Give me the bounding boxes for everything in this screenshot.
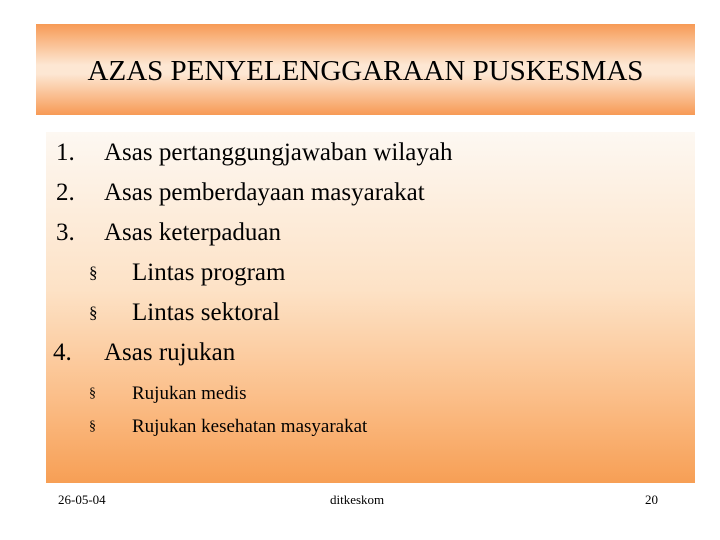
square-bullet-icon: § [89, 419, 96, 434]
footer-date: 26-05-04 [58, 492, 106, 507]
square-bullet-icon: § [89, 303, 98, 322]
footer-center-text: ditkeskom [330, 492, 385, 507]
subitem-label: Lintas sektoral [132, 299, 280, 326]
content-panel [46, 132, 695, 483]
title-banner [36, 24, 695, 115]
item-label: Asas pertanggungjawaban wilayah [104, 139, 453, 166]
page-number: 20 [645, 492, 658, 507]
item-number: 4. [53, 339, 72, 366]
square-bullet-icon: § [89, 263, 98, 282]
subitem-label: Rujukan kesehatan masyarakat [132, 416, 368, 437]
item-label: Asas pemberdayaan masyarakat [104, 179, 425, 206]
item-number: 1. [56, 139, 75, 166]
principles-list [46, 132, 695, 483]
item-label: Asas rujukan [104, 339, 236, 366]
subitem-label: Rujukan medis [132, 383, 247, 404]
slide-title: AZAS PENYELENGGARAAN PUSKESMAS [87, 55, 644, 87]
item-number: 2. [56, 179, 75, 206]
subitem-label: Lintas program [132, 259, 286, 286]
square-bullet-icon: § [89, 386, 96, 401]
item-number: 3. [56, 219, 75, 246]
item-label: Asas keterpaduan [104, 219, 282, 246]
